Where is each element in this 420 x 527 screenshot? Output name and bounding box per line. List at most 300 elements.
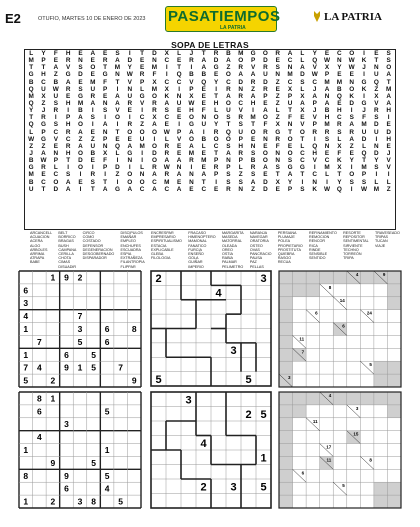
- letter-cell[interactable]: T: [226, 121, 231, 129]
- letter-cell[interactable]: E: [139, 57, 145, 65]
- letter-cell[interactable]: I: [104, 114, 107, 122]
- letter-cell[interactable]: A: [324, 99, 330, 107]
- letter-cell[interactable]: S: [349, 114, 354, 122]
- letter-cell[interactable]: N: [324, 92, 330, 100]
- letter-cell[interactable]: X: [152, 114, 157, 122]
- letter-cell[interactable]: M: [114, 64, 121, 72]
- letter-cell[interactable]: O: [151, 142, 157, 150]
- letter-cell[interactable]: P: [213, 171, 219, 179]
- letter-cell[interactable]: N: [349, 78, 354, 86]
- letter-cell[interactable]: U: [53, 92, 59, 100]
- letter-cell[interactable]: N: [139, 171, 145, 179]
- letter-cell[interactable]: C: [287, 57, 293, 65]
- letter-cell[interactable]: Z: [251, 85, 256, 93]
- letter-cell[interactable]: O: [287, 135, 293, 143]
- letter-cell[interactable]: V: [374, 99, 379, 107]
- letter-cell[interactable]: S: [275, 164, 280, 172]
- letter-cell[interactable]: R: [139, 71, 145, 79]
- letter-cell[interactable]: U: [90, 85, 96, 93]
- sudoku-puzzle-1[interactable]: [18, 270, 142, 388]
- letter-cell[interactable]: L: [29, 128, 34, 136]
- letter-cell[interactable]: E: [115, 135, 120, 143]
- letter-cell[interactable]: I: [313, 164, 316, 172]
- letter-cell[interactable]: F: [103, 78, 108, 86]
- letter-cell[interactable]: C: [164, 78, 170, 86]
- letter-cell[interactable]: I: [128, 114, 131, 122]
- letter-cell[interactable]: O: [225, 71, 231, 79]
- letter-cell[interactable]: R: [349, 128, 354, 136]
- letter-cell[interactable]: Y: [29, 107, 34, 115]
- letter-cell[interactable]: A: [386, 71, 391, 79]
- letter-cell[interactable]: M: [164, 178, 170, 186]
- letter-cell[interactable]: I: [387, 114, 390, 122]
- letter-cell[interactable]: S: [226, 114, 231, 122]
- letter-cell[interactable]: U: [374, 71, 379, 79]
- letter-cell[interactable]: H: [238, 142, 244, 150]
- letter-cell[interactable]: N: [238, 85, 244, 93]
- letter-cell[interactable]: O: [250, 128, 256, 136]
- letter-cell[interactable]: A: [226, 149, 231, 157]
- letter-cell[interactable]: G: [188, 121, 194, 129]
- letter-cell[interactable]: Y: [349, 157, 354, 165]
- letter-cell[interactable]: G: [275, 128, 281, 136]
- letter-cell[interactable]: R: [213, 128, 219, 136]
- letter-cell[interactable]: O: [349, 171, 355, 179]
- letter-cell[interactable]: N: [312, 178, 318, 186]
- letter-cell[interactable]: I: [104, 171, 107, 179]
- letter-cell[interactable]: P: [238, 135, 243, 143]
- letter-cell[interactable]: L: [238, 164, 243, 172]
- letter-cell[interactable]: D: [263, 185, 268, 193]
- letter-cell[interactable]: Z: [386, 185, 391, 193]
- letter-cell[interactable]: A: [226, 57, 231, 65]
- letter-cell[interactable]: M: [28, 57, 34, 65]
- letter-cell[interactable]: E: [324, 50, 330, 57]
- letter-cell[interactable]: P: [312, 99, 317, 107]
- letter-cell[interactable]: P: [361, 171, 367, 179]
- letter-cell[interactable]: L: [275, 107, 280, 115]
- letter-cell[interactable]: V: [386, 157, 391, 165]
- letter-cell[interactable]: Q: [336, 92, 342, 100]
- letter-cell[interactable]: G: [139, 92, 145, 100]
- letter-cell[interactable]: I: [153, 135, 156, 143]
- kakuro-puzzle-1[interactable]: [278, 270, 402, 388]
- jigsaw-grid[interactable]: [150, 270, 272, 387]
- letter-cell[interactable]: B: [250, 157, 256, 165]
- letter-cell[interactable]: A: [65, 78, 71, 86]
- letter-cell[interactable]: X: [275, 178, 280, 186]
- letter-cell[interactable]: R: [250, 78, 256, 86]
- letter-cell[interactable]: N: [53, 149, 59, 157]
- letter-cell[interactable]: E: [127, 135, 132, 143]
- letter-cell[interactable]: I: [215, 178, 217, 186]
- letter-cell[interactable]: O: [349, 50, 355, 57]
- letter-cell[interactable]: F: [263, 121, 268, 129]
- letter-cell[interactable]: Z: [53, 71, 58, 79]
- letter-cell[interactable]: U: [201, 121, 207, 129]
- letter-cell[interactable]: S: [250, 171, 256, 179]
- letter-cell[interactable]: O: [386, 64, 392, 72]
- letter-cell[interactable]: E: [275, 185, 280, 193]
- letter-cell[interactable]: G: [361, 78, 367, 86]
- letter-cell[interactable]: P: [66, 114, 71, 122]
- letter-cell[interactable]: P: [103, 135, 108, 143]
- letter-cell[interactable]: I: [375, 135, 378, 143]
- letter-cell[interactable]: I: [350, 107, 353, 115]
- letter-cell[interactable]: R: [226, 85, 231, 93]
- letter-cell[interactable]: X: [300, 107, 305, 115]
- letter-cell[interactable]: E: [164, 121, 169, 129]
- letter-cell[interactable]: O: [77, 149, 83, 157]
- letter-cell[interactable]: R: [164, 142, 170, 150]
- letter-cell[interactable]: T: [374, 57, 379, 65]
- letter-cell[interactable]: P: [250, 57, 256, 65]
- letter-cell[interactable]: D: [53, 185, 59, 193]
- letter-cell[interactable]: N: [275, 157, 281, 165]
- letter-cell[interactable]: L: [325, 171, 329, 179]
- letter-cell[interactable]: D: [238, 78, 244, 86]
- letter-cell[interactable]: H: [250, 99, 256, 107]
- letter-cell[interactable]: R: [374, 107, 379, 115]
- jigsaw-grid[interactable]: [150, 391, 272, 509]
- letter-cell[interactable]: O: [188, 114, 194, 122]
- letter-cell[interactable]: Q: [176, 71, 182, 79]
- letter-cell[interactable]: I: [375, 171, 378, 179]
- letter-cell[interactable]: E: [337, 71, 342, 79]
- letter-cell[interactable]: G: [77, 92, 83, 100]
- letter-cell[interactable]: E: [349, 71, 354, 79]
- letter-cell[interactable]: T: [275, 171, 280, 179]
- letter-cell[interactable]: H: [213, 99, 219, 107]
- letter-cell[interactable]: F: [152, 71, 157, 79]
- letter-cell[interactable]: W: [28, 135, 35, 143]
- letter-cell[interactable]: T: [29, 114, 34, 122]
- letter-cell[interactable]: S: [103, 107, 108, 115]
- letter-cell[interactable]: I: [178, 85, 180, 93]
- letter-cell[interactable]: W: [163, 164, 170, 172]
- letter-cell[interactable]: R: [312, 128, 318, 136]
- letter-cell[interactable]: E: [263, 99, 268, 107]
- letter-cell[interactable]: E: [176, 107, 182, 115]
- letter-cell[interactable]: G: [213, 64, 219, 72]
- letter-cell[interactable]: V: [312, 64, 317, 72]
- letter-cell[interactable]: R: [65, 57, 71, 65]
- letter-cell[interactable]: H: [65, 99, 71, 107]
- letter-cell[interactable]: Q: [28, 85, 34, 93]
- letter-cell[interactable]: Y: [337, 178, 342, 186]
- letter-cell[interactable]: N: [201, 114, 207, 122]
- letter-cell[interactable]: O: [127, 128, 133, 136]
- letter-cell[interactable]: E: [189, 185, 194, 193]
- letter-cell[interactable]: N: [102, 128, 108, 136]
- letter-cell[interactable]: T: [288, 107, 292, 115]
- letter-cell[interactable]: W: [348, 57, 355, 65]
- letter-cell[interactable]: A: [53, 64, 59, 72]
- word-search-grid[interactable]: [24, 49, 396, 230]
- letter-cell[interactable]: A: [201, 57, 207, 65]
- letter-cell[interactable]: W: [163, 128, 170, 136]
- letter-cell[interactable]: B: [53, 78, 59, 86]
- letter-cell[interactable]: O: [151, 92, 157, 100]
- letter-cell[interactable]: A: [176, 171, 182, 179]
- letter-cell[interactable]: R: [189, 57, 194, 65]
- letter-cell[interactable]: M: [28, 92, 34, 100]
- letter-cell[interactable]: L: [177, 50, 182, 57]
- letter-cell[interactable]: R: [102, 57, 108, 65]
- letter-cell[interactable]: Q: [312, 57, 318, 65]
- letter-cell[interactable]: D: [263, 57, 268, 65]
- letter-cell[interactable]: J: [29, 149, 33, 157]
- letter-cell[interactable]: C: [337, 114, 342, 122]
- letter-cell[interactable]: E: [374, 50, 379, 57]
- letter-cell[interactable]: Z: [275, 78, 280, 86]
- letter-cell[interactable]: X: [337, 164, 342, 172]
- letter-cell[interactable]: B: [90, 149, 96, 157]
- letter-cell[interactable]: Y: [287, 178, 293, 186]
- letter-cell[interactable]: I: [178, 121, 180, 129]
- letter-cell[interactable]: A: [287, 171, 293, 179]
- letter-cell[interactable]: M: [238, 50, 244, 57]
- letter-cell[interactable]: A: [90, 50, 96, 57]
- letter-cell[interactable]: C: [300, 149, 305, 157]
- letter-cell[interactable]: Q: [114, 142, 120, 150]
- letter-cell[interactable]: R: [263, 85, 268, 93]
- letter-cell[interactable]: U: [226, 107, 231, 115]
- letter-cell[interactable]: M: [151, 85, 158, 93]
- letter-cell[interactable]: R: [275, 50, 281, 57]
- letter-cell[interactable]: A: [226, 92, 231, 100]
- letter-cell[interactable]: S: [164, 107, 169, 115]
- letter-cell[interactable]: J: [41, 107, 46, 115]
- letter-cell[interactable]: I: [54, 114, 57, 122]
- letter-cell[interactable]: S: [238, 121, 243, 129]
- letter-cell[interactable]: A: [176, 185, 182, 193]
- letter-cell[interactable]: W: [40, 157, 47, 165]
- letter-cell[interactable]: B: [226, 50, 231, 57]
- letter-cell[interactable]: Z: [275, 114, 280, 122]
- sudoku-grid[interactable]: [18, 391, 142, 509]
- letter-cell[interactable]: R: [238, 114, 244, 122]
- letter-cell[interactable]: R: [53, 107, 59, 115]
- letter-cell[interactable]: S: [78, 85, 83, 93]
- letter-cell[interactable]: R: [263, 128, 268, 136]
- letter-cell[interactable]: A: [349, 121, 354, 129]
- letter-cell[interactable]: D: [386, 128, 391, 136]
- letter-cell[interactable]: I: [141, 157, 143, 165]
- letter-cell[interactable]: N: [78, 57, 83, 65]
- letter-cell[interactable]: C: [164, 185, 170, 193]
- letter-cell[interactable]: K: [361, 85, 367, 93]
- letter-cell[interactable]: I: [116, 157, 119, 165]
- letter-cell[interactable]: G: [361, 99, 367, 107]
- letter-cell[interactable]: A: [386, 99, 391, 107]
- letter-cell[interactable]: U: [263, 71, 268, 79]
- letter-cell[interactable]: H: [65, 149, 71, 157]
- letter-cell[interactable]: A: [164, 99, 170, 107]
- letter-cell[interactable]: E: [213, 71, 219, 79]
- letter-cell[interactable]: D: [263, 178, 268, 186]
- letter-cell[interactable]: O: [262, 157, 268, 165]
- letter-cell[interactable]: R: [65, 85, 71, 93]
- letter-cell[interactable]: A: [238, 71, 244, 79]
- letter-cell[interactable]: X: [374, 92, 379, 100]
- letter-cell[interactable]: C: [176, 78, 182, 86]
- letter-cell[interactable]: X: [300, 92, 305, 100]
- letter-cell[interactable]: I: [313, 135, 316, 143]
- letter-cell[interactable]: O: [53, 178, 59, 186]
- letter-cell[interactable]: M: [361, 164, 367, 172]
- letter-cell[interactable]: P: [226, 164, 231, 172]
- letter-cell[interactable]: E: [139, 64, 145, 72]
- letter-cell[interactable]: F: [288, 114, 292, 122]
- letter-cell[interactable]: N: [337, 57, 342, 65]
- letter-cell[interactable]: W: [188, 99, 195, 107]
- letter-cell[interactable]: A: [115, 57, 120, 65]
- letter-cell[interactable]: W: [311, 71, 318, 79]
- letter-cell[interactable]: E: [201, 92, 206, 100]
- letter-cell[interactable]: C: [337, 50, 342, 57]
- letter-cell[interactable]: Q: [201, 78, 207, 86]
- letter-cell[interactable]: M: [188, 149, 195, 157]
- letter-cell[interactable]: Q: [312, 142, 318, 150]
- letter-cell[interactable]: N: [287, 121, 293, 129]
- letter-cell[interactable]: R: [90, 92, 96, 100]
- letter-cell[interactable]: S: [374, 114, 379, 122]
- letter-cell[interactable]: G: [65, 71, 71, 79]
- letter-cell[interactable]: A: [90, 99, 96, 107]
- letter-cell[interactable]: N: [189, 178, 194, 186]
- letter-cell[interactable]: O: [349, 85, 355, 93]
- letter-cell[interactable]: N: [226, 157, 231, 165]
- letter-cell[interactable]: N: [374, 64, 379, 72]
- letter-cell[interactable]: E: [201, 149, 206, 157]
- letter-cell[interactable]: V: [250, 64, 256, 72]
- kakuro-grid[interactable]: [278, 391, 402, 509]
- letter-cell[interactable]: I: [190, 64, 193, 72]
- letter-cell[interactable]: T: [214, 92, 219, 100]
- letter-cell[interactable]: U: [139, 135, 145, 143]
- letter-cell[interactable]: I: [326, 178, 328, 186]
- kakuro-grid[interactable]: [278, 270, 402, 388]
- letter-cell[interactable]: X: [275, 121, 280, 129]
- letter-cell[interactable]: S: [90, 178, 95, 186]
- letter-cell[interactable]: C: [152, 178, 157, 186]
- letter-cell[interactable]: U: [28, 185, 34, 193]
- letter-cell[interactable]: T: [214, 149, 219, 157]
- letter-cell[interactable]: A: [102, 121, 108, 129]
- letter-cell[interactable]: F: [275, 142, 280, 150]
- letter-cell[interactable]: I: [116, 85, 119, 93]
- letter-cell[interactable]: A: [263, 164, 268, 172]
- letter-cell[interactable]: T: [201, 50, 206, 57]
- letter-cell[interactable]: Y: [312, 50, 317, 57]
- letter-cell[interactable]: N: [238, 185, 244, 193]
- letter-cell[interactable]: E: [53, 142, 58, 150]
- letter-cell[interactable]: P: [213, 157, 219, 165]
- letter-cell[interactable]: Q: [28, 99, 34, 107]
- letter-cell[interactable]: L: [140, 85, 145, 93]
- letter-cell[interactable]: E: [337, 99, 342, 107]
- letter-cell[interactable]: G: [41, 135, 46, 143]
- letter-cell[interactable]: O: [114, 114, 120, 122]
- letter-cell[interactable]: O: [262, 50, 268, 57]
- letter-cell[interactable]: I: [91, 107, 94, 115]
- letter-cell[interactable]: S: [53, 99, 58, 107]
- letter-cell[interactable]: Z: [275, 99, 280, 107]
- letter-cell[interactable]: I: [165, 64, 168, 72]
- letter-cell[interactable]: U: [374, 128, 379, 136]
- letter-cell[interactable]: L: [201, 142, 206, 150]
- letter-cell[interactable]: S: [226, 171, 231, 179]
- letter-cell[interactable]: L: [374, 178, 379, 186]
- letter-cell[interactable]: U: [361, 128, 367, 136]
- letter-cell[interactable]: N: [275, 71, 281, 79]
- letter-cell[interactable]: I: [190, 164, 193, 172]
- letter-cell[interactable]: S: [90, 114, 95, 122]
- letter-cell[interactable]: L: [300, 142, 305, 150]
- letter-cell[interactable]: A: [78, 142, 83, 150]
- letter-cell[interactable]: G: [28, 164, 34, 172]
- letter-cell[interactable]: A: [250, 178, 256, 186]
- letter-cell[interactable]: Q: [225, 128, 231, 136]
- letter-cell[interactable]: E: [78, 50, 83, 57]
- letter-cell[interactable]: O: [262, 114, 268, 122]
- letter-cell[interactable]: T: [288, 128, 292, 136]
- letter-cell[interactable]: I: [252, 107, 254, 115]
- letter-cell[interactable]: E: [213, 185, 219, 193]
- letter-cell[interactable]: X: [189, 92, 194, 100]
- letter-cell[interactable]: K: [361, 57, 367, 65]
- letter-cell[interactable]: M: [336, 78, 343, 86]
- letter-cell[interactable]: R: [213, 50, 219, 57]
- letter-cell[interactable]: N: [374, 142, 379, 150]
- letter-cell[interactable]: S: [275, 64, 280, 72]
- letter-cell[interactable]: K: [349, 92, 354, 100]
- letter-cell[interactable]: Z: [140, 121, 145, 129]
- letter-cell[interactable]: V: [300, 121, 305, 129]
- letter-cell[interactable]: A: [176, 157, 182, 165]
- letter-cell[interactable]: E: [275, 57, 280, 65]
- letter-cell[interactable]: O: [262, 149, 268, 157]
- letter-cell[interactable]: S: [386, 57, 391, 65]
- letter-cell[interactable]: R: [238, 149, 244, 157]
- letter-cell[interactable]: A: [115, 92, 120, 100]
- letter-cell[interactable]: I: [67, 164, 70, 172]
- letter-cell[interactable]: H: [386, 135, 391, 143]
- letter-cell[interactable]: T: [103, 178, 108, 186]
- letter-cell[interactable]: C: [287, 78, 293, 86]
- letter-cell[interactable]: J: [312, 85, 317, 93]
- letter-cell[interactable]: E: [127, 107, 132, 115]
- letter-cell[interactable]: D: [374, 121, 379, 129]
- letter-cell[interactable]: A: [41, 149, 46, 157]
- letter-cell[interactable]: B: [324, 107, 330, 115]
- letter-cell[interactable]: K: [337, 157, 342, 165]
- letter-cell[interactable]: S: [324, 135, 330, 143]
- letter-cell[interactable]: G: [299, 164, 305, 172]
- letter-cell[interactable]: S: [66, 171, 71, 179]
- letter-cell[interactable]: C: [139, 114, 145, 122]
- letter-cell[interactable]: W: [324, 57, 331, 65]
- letter-cell[interactable]: U: [238, 128, 244, 136]
- letter-cell[interactable]: C: [300, 157, 305, 165]
- letter-cell[interactable]: H: [386, 107, 391, 115]
- letter-cell[interactable]: G: [28, 71, 34, 79]
- letter-cell[interactable]: V: [127, 78, 132, 86]
- letter-cell[interactable]: C: [53, 128, 59, 136]
- letter-cell[interactable]: R: [238, 64, 244, 72]
- letter-cell[interactable]: D: [115, 164, 120, 172]
